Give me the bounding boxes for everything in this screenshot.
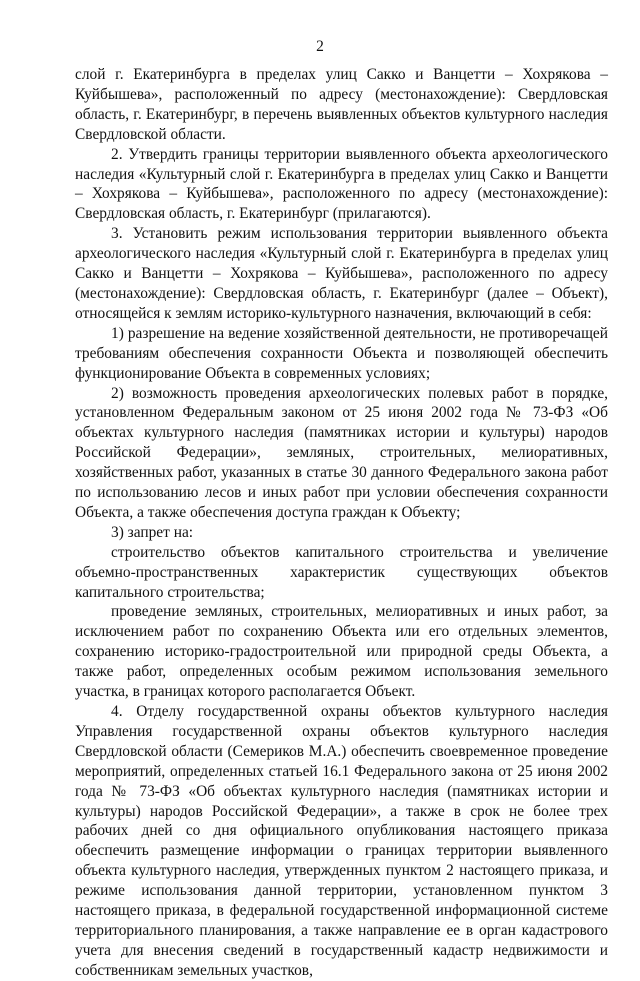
page-number: 2	[316, 38, 324, 55]
paragraph-subitem-1: 1) разрешение на ведение хозяйственной деятельности, не противоречащей требованиям обеспечения сохранности Объекта и позволяющей обеспечить функционирование Объекта в современных условиях;	[75, 324, 608, 382]
paragraph-item-3: 3. Установить режим использования территории выявленного объекта археологического наследия «Культурный слой г. Екатеринбурга в пределах улиц Сакко и Ванцетти – Хохрякова – Куйбышева», расположенного по адресу (местонахождение): Свердловская область, г. Екатеринбург (далее – Объект), относящейся к землям историко-культурного назначения, включающий в себя:	[75, 225, 608, 322]
paragraph-subitem-3: 3) запрет на:	[111, 523, 194, 541]
paragraph-continuation: слой г. Екатеринбурга в пределах улиц Сакко и Ванцетти – Хохрякова – Куйбышева», расположенный по адресу (местонахождение): Свердловская область, г. Екатеринбург, в перечень выявленных объектов культурного наследия Свердловской области.	[75, 66, 608, 143]
document-body	[75, 65, 608, 981]
paragraph-prohibition-construction: строительство объектов капитального строительства и увеличение объемно-пространственных характеристик существующих объектов капитального строительства;	[75, 543, 608, 601]
paragraph-item-2: 2. Утвердить границы территории выявленного объекта археологического наследия «Культурный слой г. Екатеринбурга в пределах улиц Сакко и Ванцетти – Хохрякова – Куйбышева», расположенного по адресу (местонахождение): Свердловская область, г. Екатеринбург (прилагаются).	[75, 145, 608, 223]
paragraph-item-4: 4. Отделу государственной охраны объектов культурного наследия Управления государственной охраны объектов культурного наследия Свердловской области (Семериков М.А.) обеспечить своевременное проведение мероприятий, определенных статьей 16.1 Федерального закона от 25 июня 2002 года № 73-ФЗ «Об объектах культурного наследия (памятниках истории и культуры) народов Российской Федерации», а также в срок не более трех рабочих дней со дня официального опубликования настоящего приказа обеспечить размещение информации о границах территории выявленного объекта культурного наследия, утвержденных пунктом 2 настоящего приказа, и режиме использования данной территории, установленном пунктом 3 настоящего приказа, в федеральной государственной информационной системе территориального планирования, а также направление ее в орган кадастрового учета для внесения сведений в государственный кадастр недвижимости и собственникам земельных участков,	[75, 703, 608, 979]
paragraph-prohibition-works: проведение земляных, строительных, мелиоративных и иных работ, за исключением работ по сохранению Объекта или его отдельных элементов, сохранению историко-градостроительной или природной среды Объекта, а также работ, определенных особым режимом использования земельного участка, в границах которого располагается Объект.	[75, 603, 608, 701]
paragraph-subitem-2: 2) возможность проведения археологических полевых работ в порядке, установленном Федеральным законом от 25 июня 2002 года № 73-ФЗ «Об объектах культурного наследия (памятниках истории и культуры) народов Российской Федерации», земляных, строительных, мелиоративных, хозяйственных работ, указанных в статье 30 данного Федерального закона работ по использованию лесов и иных работ при условии обеспечения сохранности Объекта, а также обеспечения доступа граждан к Объекту;	[75, 384, 608, 521]
